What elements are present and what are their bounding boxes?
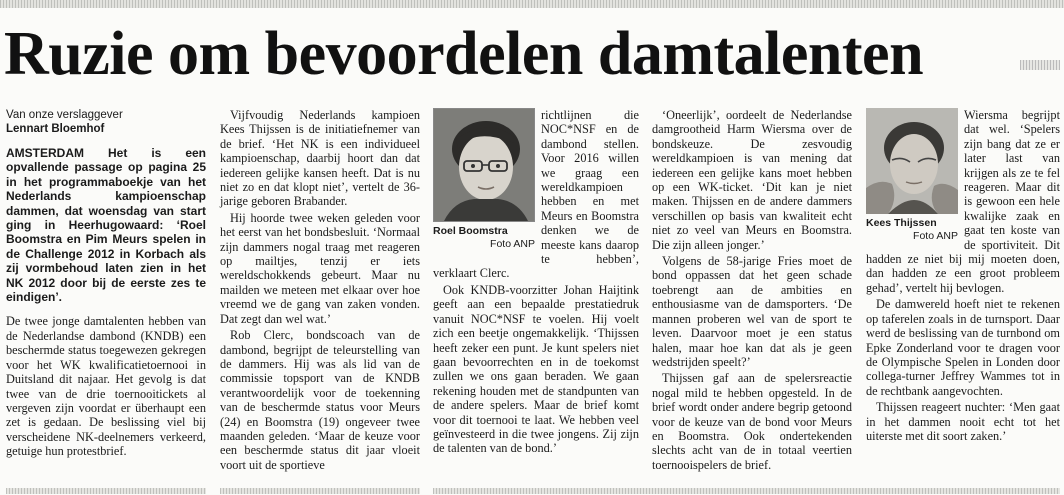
column-4 — [652, 108, 852, 474]
paragraph: Rob Clerc, bondscoach van de dambond, begrijpt de teleurstelling van de dammers. Hij was als lid van de commissie topsport van de KNDB verantwoordelijk voor de toekenning van de beschermde status voor Meurs (24) en Boomstra (19) ongeveer twee maanden geleden. ‘Maar de keuze voor een beschermde status dit jaar vloeit voort uit de sportieve — [220, 328, 420, 472]
top-rule — [0, 0, 1064, 8]
lead-text: Het is een opvallende passage op pagina 25 in het programmaboekje van het Nederlands kampioenschap dammen, dat woensdag van start ging in Heerhugowaard: ‘Roel Boomstra en Pim Meurs spelen in de Challenge 2012 in Korbach als zij vormbehoud laten zien in het NK 2012 door bij de eerste zes te eindigen’. — [6, 146, 206, 305]
article-lead — [6, 146, 206, 304]
column-5 — [866, 108, 1060, 445]
byline-author: Lennart Bloemhof — [6, 123, 105, 135]
portrait-image — [866, 108, 958, 214]
column-2 — [220, 108, 420, 474]
paragraph: De twee jonge damtalenten hebben van de Nederlandse dambond (KNDB) een beschermde status toegewezen gekregen voor het WK kwalificatietoernooi in Duitsland dit najaar. Het gevolg is dat twee van de drie toernooitickets al vergeven zijn voordat er überhaupt een zet is gedaan. De beslissing viel bij verscheidene NK-deelnemers verkeerd, getuige hun protestbrief. — [6, 314, 206, 459]
paragraph: Ook KNDB-voorzitter Johan Haijtink geeft aan een bepaalde prestatiedruk vanuit NOC*NSF te voelen. Hij voelt zich een beetje ongemakkelijk. ‘Thijssen heeft zeker een punt. Je kunt spelers niet gaan bevoorrechten en in de toekomst zullen we ons gaan beraden. We gaan rekening houden met de standpunten van de andere spelers. Maar de brief komt voor dit toernooi te laat. We hebben veel geïnvesteerd in die twee jongens. Zij zijn de talenten van de bond.’ — [433, 282, 639, 456]
photo-caption — [866, 217, 958, 243]
photo-credit: Foto ANP — [490, 238, 535, 251]
bottom-rule-left — [6, 488, 206, 494]
caption-name: Kees Thijssen — [866, 217, 937, 230]
portrait-image — [433, 108, 535, 222]
bottom-rule-right — [433, 488, 1060, 494]
photo-kees-thijssen — [866, 108, 958, 243]
bottom-rule-mid — [220, 488, 420, 494]
paragraph: Hij hoorde twee weken geleden voor het eerst van het bondsbesluit. ‘Normaal zijn dammers nogal traag met reageren op mailtjes, tenzij er iets wereldschokkends gebeurt. Maar nu mailden we meteen met elkaar over hoe vreemd we de gang van zaken vonden. Dat zegt dan wel wat.’ — [220, 210, 420, 326]
paragraph: Volgens de 58-jarige Fries moet de bond oppassen dat het geen schade toebrengt aan de ambities en enthousiasme van de damsporters. ‘De mannen proberen wel van de sport te leven. Daarvoor moet je een status halen, maar hoe kan dat als je geen wedstrijden speelt?’ — [652, 254, 852, 369]
column-1 — [6, 108, 206, 461]
photo-roel-boomstra — [433, 108, 535, 251]
photo-credit: Foto ANP — [913, 230, 958, 243]
column-3 — [433, 108, 639, 458]
photo-caption — [433, 225, 535, 251]
paragraph: richtlijnen die NOC*NSF en de dambond stellen. Voor 2016 willen we graag een wereldkampioen hebben en met Meurs en Boomstra denken we de meeste kans daarop te hebben’, verklaart Clerc. — [433, 108, 639, 281]
paragraph: Wiersma begrijpt dat wel. ‘Spelers zijn bang dat ze er later last van krijgen als ze te fel reageren. Maar dit is gewoon een hele kwalijke zaak en gaat ten koste van de sportiviteit. Dit hadden ze niet bij mij moeten doen, dan hadden ze een groot probleem gehad’, vertelt hij bevlogen. — [866, 108, 1060, 295]
caption-name: Roel Boomstra — [433, 225, 508, 238]
paragraph: Thijssen gaf aan de spelersreactie nogal mild te hebben opgesteld. In de brief wordt onder andere begrip getoond voor de keuze van de bond voor Meurs en Boomstra. Ook ondertekenden slechts acht van de in totaal veertien toernooispelers de brief. — [652, 371, 852, 472]
paragraph: ‘Oneerlijk’, oordeelt de Nederlandse damgrootheid Harm Wiersma over de bondskeuze. De zesvoudig wereldkampioen is van mening dat iedereen een gelijke kans moet hebben op een WK-ticket. ‘Dit kan je niet maken. Thijssen en de andere dammers verschillen op basis van kwaliteit echt niet zo veel van Meurs en Boomstra. Die zijn alleen jonger.’ — [652, 108, 852, 252]
paragraph: Vijfvoudig Nederlands kampioen Kees Thijssen is de initiatiefnemer van de brief. ‘Het NK is een individueel kampioenschap, daarbij hoort dan dat iedereen gelijke kansen heeft. Dat is nu niet zo en dat klopt niet’, vertelt de 36-jarige geboren Brabander. — [220, 108, 420, 209]
article-headline: Ruzie om bevoordelen damtalenten — [4, 20, 924, 88]
byline-intro: Van onze verslaggever — [6, 109, 123, 121]
paragraph: Thijssen reageert nuchter: ‘Men gaat in het dammen nooit echt tot het uiterste met dit soort zaken.’ — [866, 400, 1060, 443]
headline-rule — [1020, 60, 1060, 70]
dateline: AMSTERDAM — [6, 146, 84, 160]
paragraph: De damwereld hoeft niet te rekenen op taferelen zoals in de turnsport. Daar werd de beslissing van de turnbond om Epke Zonderland voor te dragen voor de Olympische Spelen in Londen door collega-turner Jeffrey Wammes tot in de rechtbank aangevochten. — [866, 297, 1060, 398]
